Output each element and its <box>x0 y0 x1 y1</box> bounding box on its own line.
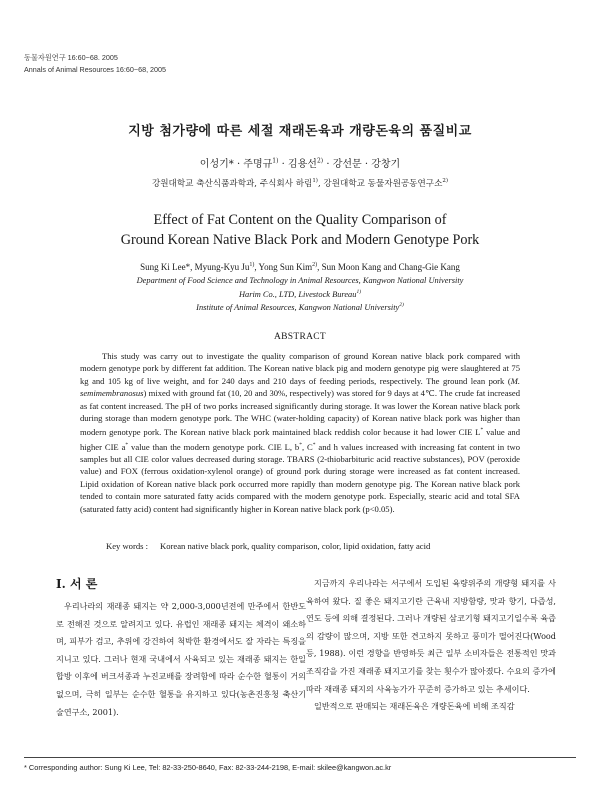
left-column <box>56 598 306 721</box>
corresponding-author-footnote: * Corresponding author: Sung Ki Lee, Tel: 82-33-250-8640, Fax: 82-33-244-2198, E-mail: skilee@kangwon.ac.kr <box>24 763 392 772</box>
korean-authors-text: 이성기* · 주명규$^{1)}$ · 김용선$^{2)}$ · 강선문 · 강창기 <box>199 157 401 170</box>
abstract-species-italic: M. semimembranosus <box>80 375 520 399</box>
right-paragraph-1: 지금까지 우리나라는 서구에서 도입된 육량위주의 개량형 돼지를 사육하여 왔다. 질 좋은 돼지고기란 근육내 지방함량, 맛과 향기, 다즙성, 연도 등에 의해 결정된다. 그러나 개량된 삼코기형 돼지고기일수록 육즙의 감량이 많으며, 지방 또한 견고하지 못하고 풍미가 떨어진다(Wood 등, 1988). 이런 경향을 반영하듯 최근 일부 소비자들은 전통적인 맛과 조직감을 가진 재래종 돼지고기를 찾는 횟수가 많아졌다. 수요의 증가에 따라 재래종 돼지의 사육농가가 꾸준히 증가하고 있는 추세이다. <box>306 578 556 694</box>
english-title <box>0 210 600 250</box>
abstract-text-3: value and higher CIE a <box>80 427 520 452</box>
left-paragraph-1: 우리나라의 재래종 돼지는 약 2,000-3,000년전에 만주에서 한반도로 전해진 것으로 알려지고 있다. 유럽인 재래종 돼지는 체격이 왜소하며, 피부가 검고, 추위에 강건하여 척박한 환경에서도 잘 자라는 특징을 지니고 있다. 그러나 현재 국내에서 사육되고 있는 재래종 돼지는 한일합방 이후에 버크셔종과 누진교배를 장려함에 따라 순수한 혈통이 거의 없으며, 극히 일부는 순수한 혈통을 유지하고 있다(농촌진흥청 축산기술연구소, 2001). <box>56 601 306 717</box>
abstract-text-5: , C <box>301 441 313 452</box>
abstract-text-4: value than the modern genotype pork. CIE L, b <box>128 441 300 452</box>
author-names-2: , Yong Sun Kim <box>254 262 313 272</box>
korean-title: 지방 첨가량에 따른 세절 재래돈육과 개량돈육의 품질비교 <box>128 124 472 139</box>
affiliation-3-sup: 2) <box>399 302 404 308</box>
affiliation-2-sup: 1) <box>356 289 362 295</box>
keywords-text: Korean native black pork, quality comparison, color, lipid oxidation, fatty acid <box>160 541 431 551</box>
korean-authors <box>0 155 600 170</box>
english-authors <box>0 262 600 272</box>
abstract-star-2: * <box>125 441 129 448</box>
korean-affiliation-text: 강원대학교 축산식품과학과, 주식회사 하림$^{1)}$, 강원대학교 동물자원공동연구소$^{2)}$ <box>151 178 449 189</box>
keywords <box>106 541 546 551</box>
english-title-line2: Ground Korean Native Black Pork and Modern Genotype Pork <box>120 232 480 248</box>
abstract-star-1: * <box>480 427 484 434</box>
footnote-divider <box>24 757 576 758</box>
affiliation-2-text: Harim Co., LTD, Livestock Bureau <box>238 289 357 299</box>
right-paragraph-2: 일반적으로 판매되는 재래돈육은 개량돈육에 비해 조직감 <box>314 701 515 712</box>
author-sup-1: 1) <box>249 262 255 268</box>
section-heading-introduction: Ⅰ. 서 론 <box>56 577 98 591</box>
journal-header-english: Annals of Animal Resources 16:60~68, 2005 <box>24 65 167 74</box>
abstract-text-1: This study was carry out to investigate the quality comparison of ground Korean native black pork compared with modern genotype pork by different fat addition. The Korean native black pig and modern genotype pig were slaughtered at 75 kg and 105 kg of live weight, and for 240 days and 210 days of feeding periods, respectively. The ground lean pork ( <box>80 351 520 386</box>
korean-affiliation <box>0 177 600 189</box>
right-column <box>306 575 556 716</box>
author-names-3: , Sun Moon Kang and Chang-Gie Kang <box>317 262 460 272</box>
english-affiliation-3 <box>0 302 600 312</box>
english-affiliation-1: Department of Food Science and Technology in Animal Resources, Kangwon National University <box>136 276 464 285</box>
english-title-line1: Effect of Fat Content on the Quality Comparison of <box>153 212 447 228</box>
abstract-star-3: * <box>299 441 302 448</box>
author-sup-2: 2) <box>312 262 318 268</box>
abstract-body <box>80 350 520 515</box>
abstract-text-2: ) mixed with ground fat (10, 20 and 30%, respectively) was stored for 9 days at 4℃. The crude fat increased as fat content increased. The pH of two porks increased significantly during storage. It was lower the Korean native black pork during storage than modern genotype pork. The WHC (water-holding capacity) of Korean native black pork was higher than modern genotype pork. The Korean native black pork maintained black reddish color because it had lower CIE L <box>80 388 520 438</box>
author-names-1: Sung Ki Lee*, Myung-Kyu Ju <box>140 262 250 272</box>
abstract-heading: ABSTRACT <box>273 332 327 342</box>
abstract-text-6: and h values increased with increasing fat content in two samples but all CIE color values decreased during storage. TBARS (2-thiobarbituric acid reactive substances), POV (peroxide value) and FOX (ferrous oxidation-xylenol orange) of ground pork during storage were increased as fat content increased. Lipid oxidation of Korean native black pork occurred more rapidly than modern genotype pig. The Korean native black pork tended to contain more saturated fatty acids compared with the modern genotype pork. Especially, stearic acid and total SFA (saturated fatty acid) content had significantly higher in Korean native black pork (p<0.05). <box>80 441 520 514</box>
journal-header-korean: 동물자원연구 16:60~68. 2005 <box>24 53 118 62</box>
english-affiliation-2 <box>0 289 600 299</box>
affiliation-3-text: Institute of Animal Resources, Kangwon National University <box>196 302 400 312</box>
abstract-star-4: * <box>312 441 316 448</box>
keywords-label: Key words : <box>106 541 149 551</box>
